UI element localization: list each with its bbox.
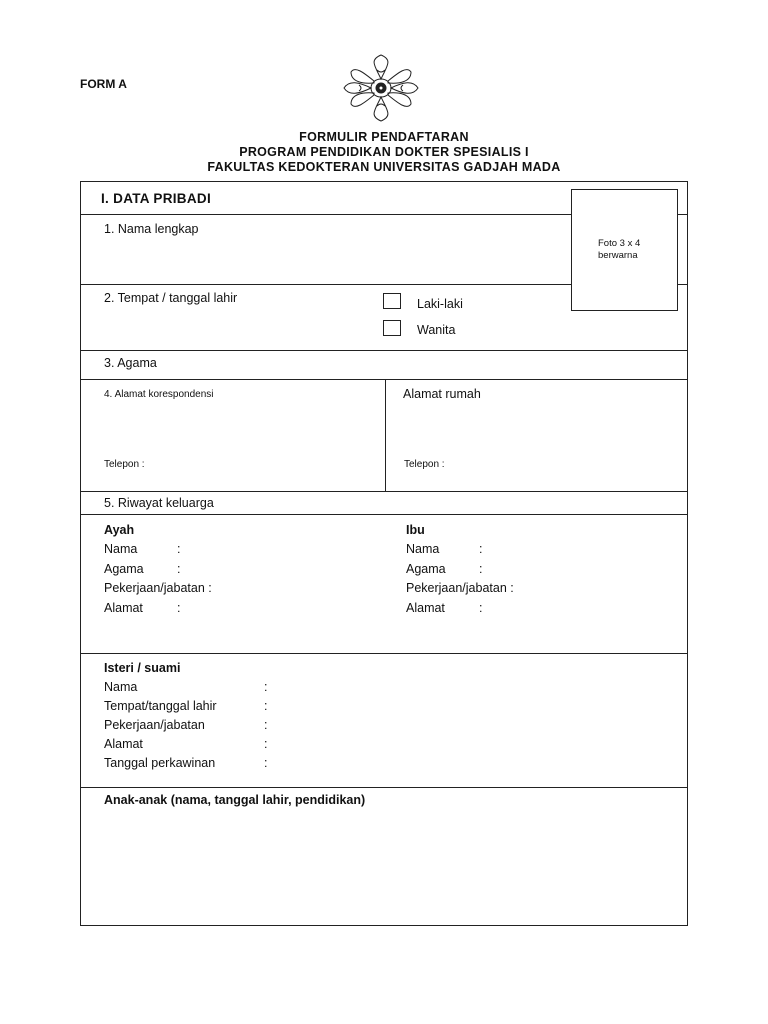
spouse-alamat-colon: : bbox=[264, 737, 268, 751]
spouse-heading: Isteri / suami bbox=[104, 661, 181, 675]
spouse-tanggal-perkawinan-colon: : bbox=[264, 756, 268, 770]
program-title: PROGRAM PENDIDIKAN DOKTER SPESIALIS I bbox=[239, 145, 529, 159]
divider bbox=[80, 379, 688, 380]
divider bbox=[80, 491, 688, 492]
spouse-nama-colon: : bbox=[264, 680, 268, 694]
spouse-tanggal-perkawinan-label[interactable]: Tanggal perkawinan bbox=[104, 756, 216, 770]
field-alamat-korespondensi[interactable]: 4. Alamat korespondensi bbox=[104, 389, 214, 400]
gender-male-label: Laki-laki bbox=[417, 297, 463, 311]
divider bbox=[80, 653, 688, 654]
ibu-nama-label[interactable]: Nama bbox=[406, 542, 440, 556]
spouse-alamat-label[interactable]: Alamat bbox=[104, 737, 143, 751]
ibu-agama-colon: : bbox=[479, 562, 483, 576]
field-riwayat-keluarga: 5. Riwayat keluarga bbox=[104, 496, 214, 510]
divider bbox=[80, 350, 688, 351]
photo-box-label bbox=[598, 238, 668, 262]
ayah-heading: Ayah bbox=[104, 523, 135, 537]
university-seal-icon bbox=[339, 52, 423, 124]
field-alamat-rumah[interactable]: Alamat rumah bbox=[403, 387, 481, 401]
form-title: FORMULIR PENDAFTARAN bbox=[299, 130, 469, 144]
ayah-agama-colon: : bbox=[177, 562, 181, 576]
children-heading: Anak-anak (nama, tanggal lahir, pendidikan) bbox=[104, 793, 366, 807]
divider bbox=[80, 787, 688, 788]
section-title: I. DATA PRIBADI bbox=[101, 191, 211, 206]
photo-size-text: Foto 3 x 4 bbox=[598, 238, 641, 249]
gender-female-label: Wanita bbox=[417, 323, 456, 337]
spouse-ttl-label[interactable]: Tempat/tanggal lahir bbox=[104, 699, 217, 713]
ayah-alamat-colon: : bbox=[177, 601, 181, 615]
ayah-pekerjaan-label[interactable]: Pekerjaan/jabatan : bbox=[104, 581, 212, 595]
field-tempat-tanggal-lahir[interactable]: 2. Tempat / tanggal lahir bbox=[104, 291, 238, 305]
field-telepon-rumah[interactable]: Telepon : bbox=[404, 459, 445, 470]
children-entry-area[interactable] bbox=[100, 812, 670, 917]
spouse-nama-label[interactable]: Nama bbox=[104, 680, 138, 694]
checkbox-laki-laki[interactable] bbox=[383, 293, 401, 309]
photo-color-text: berwarna bbox=[598, 250, 638, 261]
ayah-alamat-label[interactable]: Alamat bbox=[104, 601, 143, 615]
ibu-heading: Ibu bbox=[406, 523, 425, 537]
spouse-pekerjaan-label[interactable]: Pekerjaan/jabatan bbox=[104, 718, 205, 732]
form-code: FORM A bbox=[80, 77, 127, 91]
spouse-pekerjaan-colon: : bbox=[264, 718, 268, 732]
ayah-nama-colon: : bbox=[177, 542, 181, 556]
field-telepon-korespondensi[interactable]: Telepon : bbox=[104, 459, 145, 470]
address-divider bbox=[385, 379, 386, 491]
ayah-agama-label[interactable]: Agama bbox=[104, 562, 144, 576]
ibu-nama-colon: : bbox=[479, 542, 483, 556]
faculty-title: FAKULTAS KEDOKTERAN UNIVERSITAS GADJAH MADA bbox=[207, 160, 561, 174]
field-nama-lengkap[interactable]: 1. Nama lengkap bbox=[104, 222, 199, 236]
ibu-alamat-colon: : bbox=[479, 601, 483, 615]
spouse-ttl-colon: : bbox=[264, 699, 268, 713]
ibu-alamat-label[interactable]: Alamat bbox=[406, 601, 445, 615]
checkbox-wanita[interactable] bbox=[383, 320, 401, 336]
ibu-agama-label[interactable]: Agama bbox=[406, 562, 446, 576]
ayah-nama-label[interactable]: Nama bbox=[104, 542, 138, 556]
ibu-pekerjaan-label[interactable]: Pekerjaan/jabatan : bbox=[406, 581, 514, 595]
divider bbox=[80, 514, 688, 515]
field-agama[interactable]: 3. Agama bbox=[104, 356, 157, 370]
